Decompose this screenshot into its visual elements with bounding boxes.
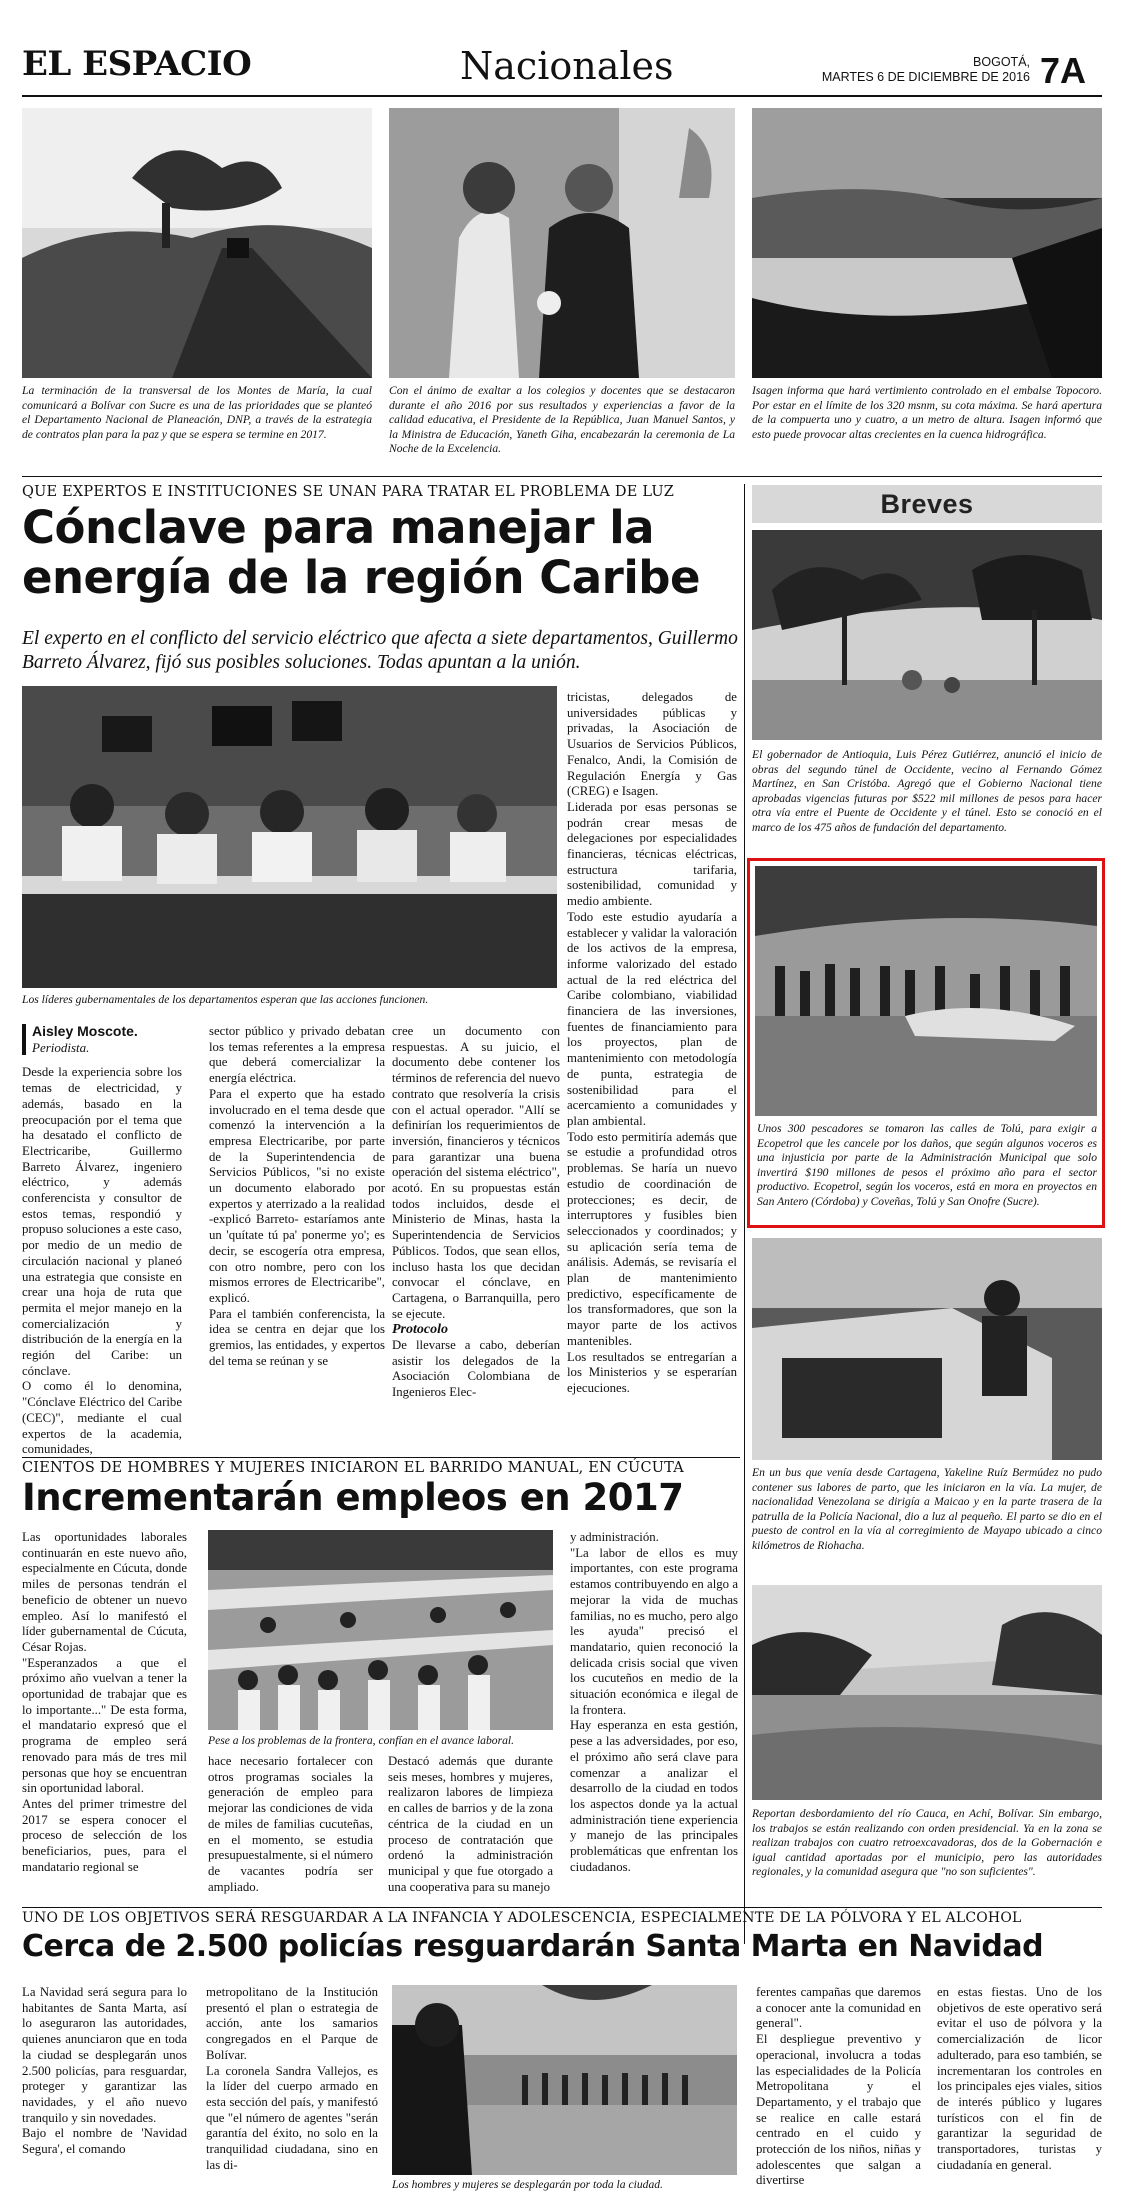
jobs-top-rule xyxy=(22,1457,740,1458)
jobs-col4-paragraph-3: Hay esperanza en esta gestión, pese a las adversidades, por eso, el próximo año será clave para comenzar a analizar el desarrollo de la ciudad en todos los aspectos donde ya la actual administración tiene experiencia y manejo de las principales problemáticas que enfrentan los ciudadanos. xyxy=(570,1718,738,1874)
jobs-col3-paragraph-1: Destacó además que durante seis meses, hombres y mujeres, realizaron labores de limpieza en calles de barrios y de la zona céntrica de la ciudad en un proceso de contratación que ordenó la administración municipal y que fue otorgado a una cooperativa para su manejo xyxy=(388,1754,553,1894)
road-caption: La terminación de la transversal de los Montes de María, la cual comunicará a Bolívar con Sucre es una de las prioridades que se planteó el Departamento Nacional de Planeación, DNP, a través de la estrategia de contratos plan para la paz y que se espera se termine en 2017. xyxy=(22,384,372,441)
lead-col4-paragraph-5: Los resultados se entregarían a los Ministerios y se esperarían ejecuciones. xyxy=(567,1349,737,1395)
lead-col4-paragraph-1: tricistas, delegados de universidades públicas y privadas, la Asociación de Usuarios de Servicios Públicos, Fenalco, Andi, la Comisión de Regulación Energía y Gas (CREG) e Isagen. xyxy=(567,690,737,799)
police-column-3 xyxy=(756,1985,921,2189)
fishermen-caption: Unos 300 pescadores se tomaron las calles de Tolú, para exigir a Ecopetrol que les cancele por los daños, que según algunos voceros es una injusticia por parte de la Administración Municipal que solo invertirá $190 millones de pesos el próximo año para el sector productivo. Ecopetrol, según los voceros, está en mora en proyectos en San Antero (Córdoba) y Coveñas, Tolú y San Onofre (Sucre). xyxy=(757,1122,1097,1208)
lead-col3-paragraph-2: De llevarse a cabo, deberían asistir los delegados de la Asociación Colombiana de Ingenieros Elec- xyxy=(392,1338,560,1400)
top-section-rule xyxy=(22,476,1102,477)
dam-photo-image xyxy=(752,108,1102,378)
lead-column-1 xyxy=(22,1024,182,1458)
breves-column-rule xyxy=(744,484,745,1944)
police-col4-paragraph-1: en estas fiestas. Uno de los objetivos de este operativo será evitar el uso de pólvora y la comercialización de licor adulterado, para eso también, se incrementaran los controles en los principales ejes viales, sitios de interés público y lugares turísticos con el fin de garantizar la seguridad de transportadores, turistas y ciudadanía en general. xyxy=(937,1985,1102,2172)
section-title: Nacionales xyxy=(460,44,674,88)
jobs-column-2 xyxy=(208,1754,373,1895)
leaders-caption: Los líderes gubernamentales de los departamentos esperan que las acciones funcionen. xyxy=(22,993,429,1006)
jobs-col1-paragraph-1: Las oportunidades laborales continuarán en este nuevo año, especialmente en Cúcuta, donde miles de personas tendrán el beneficio de obtener un nuevo empleo. Así lo manifestó el líder gubernamental de Cúcuta, César Rojas. xyxy=(22,1530,187,1654)
flood-caption: Reportan desbordamiento del río Cauca, en Achí, Bolívar. Sin embargo, los trabajos se están realizando con orden presidencial. Ya en la zona se realizan trabajos con cuatro retroexcavadoras, dos de la Gobernación e igual cantidad aportadas por el municipio, pero las autoridades regionales, y la comunidad asegura que "no son suficientes". xyxy=(752,1807,1102,1879)
lead-col4-paragraph-3: Todo este estudio ayudaría a establecer y validar la valoración de los activos de la empresa, informe valorizado del estado actual de la red eléctrica del Caribe colombiano, viabilidad financiera de las inversiones, fuentes de financiamiento para los proyectos, plan de mantenimiento con metodología de punta, estrategia de sostenibilidad para el acercamiento a comunidades y plan ambiental. xyxy=(567,909,737,1128)
police-formation-caption: Los hombres y mujeres se desplegarán por toda la ciudad. xyxy=(392,2178,663,2191)
lead-col1-paragraph-2: O como él lo denomina, "Cónclave Eléctrico del Caribe (CEC)", mediante el cual expertos de la academia, comunidades, xyxy=(22,1379,182,1457)
dam-caption: Isagen informa que hará vertimiento controlado en el embalse Topocoro. Por estar en el límite de los 320 msnm, su cota máxima. Se hará apertura de la compuerta uno y cuatro, a un metro de altura. Isagen informó que esto puede provocar altas crecientes en la cuenca hidrográfica. xyxy=(752,384,1102,441)
police-col1-paragraph-1: La Navidad será segura para lo habitantes de Santa Marta, así lo aseguraron las autoridades, quienes anunciaron que en toda la ciudad se desplegarán unos 2.500 policías, para resguardar, proteger y garantizar las navidades, y el año nuevo tranquilo y sin novedades. xyxy=(22,1985,187,2125)
police-col2-paragraph-2: La coronela Sandra Vallejos, es la líder del cuerpo armado en esta sección del país, y manifestó que "el número de agentes "serán garantía del éxito, no solo en la tranquilidad ciudadana, sino en las di- xyxy=(206,2063,378,2172)
police-col2-paragraph-1: metropolitano de la Institución presentó el plan o estrategia de acción, ante los samarios congregados en el Parque de Bolívar. xyxy=(206,1985,378,2062)
ceremony-caption: Con el ánimo de exaltar a los colegios y docentes que se destacaron durante el año 2016 por sus resultados y experiencias a favor de la calidad educativa, el Presidente de la República, Juan Manuel Santos, y la Ministra de Educación, Yaneth Giha, encabezarán la ceremonia de La Noche de la Excelencia. xyxy=(389,384,735,456)
lead-col2-paragraph-1: sector público y privado debatan los temas referentes a la empresa que deberá comercializar la energía eléctrica. xyxy=(209,1024,385,1086)
police-col3-paragraph-1: ferentes campañas que daremos a conocer ante la comunidad en general". xyxy=(756,1985,921,2031)
lead-col3-paragraph-1: cree un documento con respuestas. A su juicio, el documento debe contener los términos de referencia del nuevo contrato que resolvería la crisis con el actual operador. "Allí se definirían los requerimientos de inversión, financieros y técnicos para garantizar una buena operación del sistema eléctrico", acotó. En su propuestas están todos incluidos, desde el Ministerio de Minas, hasta la Superintendencia de Servicios Públicos. Todos, que sean ellos, incluso hasta los que decidan convocar el cónclave, en Cartagena, o Barranquilla, pero se ejecute. xyxy=(392,1024,560,1321)
workers-photo-image xyxy=(208,1530,553,1730)
lead-kicker: QUE EXPERTOS E INSTITUCIONES SE UNAN PARA TRATAR EL PROBLEMA DE LUZ xyxy=(22,484,675,500)
lead-col2-paragraph-3: Para el también conferencista, la idea se centra en dejar que los gremios, las entidades, y expertos del tema se reúnan y se xyxy=(209,1306,385,1368)
police-headline: Cerca de 2.500 policías resguardarán Santa Marta en Navidad xyxy=(22,1929,1044,1964)
police-formation-photo xyxy=(392,1985,737,2175)
jobs-col4-paragraph-1: y administración. xyxy=(570,1530,659,1544)
byline-role: Periodista. xyxy=(32,1039,90,1055)
ceremony-photo xyxy=(389,108,735,378)
leaders-photo xyxy=(22,686,557,988)
police-patrol-photo-image xyxy=(752,1238,1102,1460)
lead-headline-line-1: Cónclave para manejar la xyxy=(22,501,655,554)
lead-column-2 xyxy=(209,1024,385,1369)
jobs-column-3 xyxy=(388,1754,553,1895)
police-top-rule xyxy=(22,1907,1102,1908)
dateline xyxy=(780,55,1030,85)
road-photo xyxy=(22,108,372,378)
jobs-headline: Incrementarán empleos en 2017 xyxy=(22,1476,684,1519)
birth-caption: En un bus que venía desde Cartagena, Yakeline Ruíz Bermúdez no pudo contener sus labores de parto, que les iniciaron en la vía. La mujer, de nacionalidad Venezolana se dirigía a Maicao y en la parte trasera de la patrulla de la Policía Nacional, dio a luz al pequeño. El parto se dio en el puesto de control en la vía al corregimiento de Mayapo ubicado a cinco kilómetros de Riohacha. xyxy=(752,1466,1102,1552)
breves-header: Breves xyxy=(752,485,1102,523)
lead-headline-line-2: energía de la región Caribe xyxy=(22,551,701,605)
police-column-4 xyxy=(937,1985,1102,2173)
ceremony-photo-image xyxy=(389,108,735,378)
lead-col3-subhead: Protocolo xyxy=(392,1322,448,1338)
dam-photo xyxy=(752,108,1102,378)
police-kicker: UNO DE LOS OBJETIVOS SERÁ RESGUARDAR A LA INFANCIA Y ADOLESCENCIA, ESPECIALMENTE DE LA PÓLVORA Y EL ALCOHOL xyxy=(22,1910,1022,1926)
police-column-2 xyxy=(206,1985,378,2173)
jobs-col2-paragraph-1: hace necesario fortalecer con otros programas sociales la generación de empleo para mejorar las condiciones de vida de miles de familias cucuteñas, en el momento, se estudia presupuestalmente, si el número de vacantes podría ser ampliado. xyxy=(208,1754,373,1894)
fishermen-photo-image xyxy=(755,866,1097,1116)
dateline-city: BOGOTÁ, xyxy=(973,55,1030,69)
police-column-1 xyxy=(22,1985,187,2158)
police-col3-paragraph-2: El despliegue preventivo y operacional, involucra a todas las especialidades de la Policía Metropolitana y el Departamento, y el trabajo que se realice en calle estará centrado en el cuido y protección de los niños, niñas y adolescentes que salgan a divertirse xyxy=(756,2032,921,2188)
newspaper-logo: EL ESPACIO xyxy=(22,44,252,84)
byline-name: Aisley Moscote. xyxy=(32,1023,138,1039)
lead-byline xyxy=(22,1024,182,1055)
masthead-rule xyxy=(22,95,1102,97)
police-formation-photo-image xyxy=(392,1985,737,2175)
jobs-col1-paragraph-2: "Esperanzados a que el próximo año vuelvan a tener la oportunidad de trabajar que es lo importante..." De esta forma, el mandatario expresó que el programa de empleo será renovado para más de tres mil personas que hoy se encuentran sin oportunidad laboral. xyxy=(22,1655,187,1796)
road-photo-image xyxy=(22,108,372,378)
fishermen-photo xyxy=(755,866,1097,1116)
jobs-column-4 xyxy=(570,1530,738,1875)
jobs-kicker: CIENTOS DE HOMBRES Y MUJERES INICIARON EL BARRIDO MANUAL, EN CÚCUTA xyxy=(22,1460,684,1476)
flood-photo-image xyxy=(752,1585,1102,1800)
page-number: 7A xyxy=(1040,50,1087,91)
flood-photo xyxy=(752,1585,1102,1800)
dateline-date: MARTES 6 DE DICIEMBRE DE 2016 xyxy=(821,70,1030,84)
lead-headline xyxy=(22,503,752,604)
workers-photo xyxy=(208,1530,553,1730)
jobs-column-1 xyxy=(22,1530,187,1875)
police-col1-paragraph-2: Bajo el nombre de 'Navidad Segura', el comando xyxy=(22,2126,187,2157)
lead-col2-paragraph-2: Para el experto que ha estado involucrado en el tema desde que comenzó la intervención a la empresa Electricaribe, por parte de la Superintendencia de Servicios Públicos, "si no existe un documento elaborado por expertos y aterrizado a la realidad -explicó Barreto- estaríamos ante un 'quítate tú pa' ponerme yo'; es decir, se escogería otra empresa, con otro nombre, pero con los mismos errores de Electricaribe", explicó. xyxy=(209,1086,385,1305)
tunnel-photo xyxy=(752,530,1102,740)
lead-col4-paragraph-4: Todo esto permitiría además que se estudie a profundidad otros problemas. Se haría un nuevo estudio de coordinación de protecciones; es decir, de interruptores y fusibles bien seleccionados y coordinados; y su aplicación sería tema de análisis. Además, se revisaría el plan de mantenimiento predictivo, específicamente de los transformadores, que son la mayor parte de los activos mantenibles. xyxy=(567,1129,737,1348)
tunnel-photo-image xyxy=(752,530,1102,740)
workers-caption: Pese a los problemas de la frontera, confían en el avance laboral. xyxy=(208,1734,514,1747)
lead-column-3 xyxy=(392,1024,560,1401)
tunnel-caption: El gobernador de Antioquia, Luis Pérez Gutiérrez, anunció el inicio de obras del segundo túnel de Occidente, vecino al Fernando Gómez Martínez, en San Cristóba. Agregó que el Gobierno Nacional tiene aprobadas vigencias futuras por $522 mil millones de pesos para hacer otra vía entre el Puente de Occidente y el túnel. Esto se conoció en el marco de los 475 años de fundación del departamento. xyxy=(752,748,1102,834)
lead-col1-paragraph-1: Desde la experiencia sobre los temas de electricidad, y además, basado en la preocupación por el tema que ha desatado el conflicto de Electricaribe, Guillermo Barreto Álvarez, ingeniero eléctrico, y además conferencista y consultor de estos temas, respondió y propuso soluciones a este caso, por medio de un medio de circulación nacional y planeó una estrategia que consiste en crear una hoja de ruta que permita el mejor manejo en la comercialización y distribución de la energía en la región del Caribe: un cónclave. xyxy=(22,1065,182,1378)
lead-deck: El experto en el conflicto del servicio eléctrico que afecta a siete departamentos, Guillermo Barreto Álvarez, fijó sus posibles soluciones. Todas apuntan a la unión. xyxy=(22,628,738,673)
leaders-photo-image xyxy=(22,686,557,988)
lead-col4-paragraph-2: Liderada por esas personas se podrán crear mesas de delegaciones por especialidades financieras, técnicas eléctricas, estructura tarifaria, sostenibilidad, comunidad y medio ambiente. xyxy=(567,799,737,909)
jobs-col4-paragraph-2: "La labor de ellos es muy importantes, con este programa estamos contribuyendo en algo a mejorar la vida de muchas familias, no es mucho, pero algo les ayuda" precisó el mandatario, quien reconoció la delicada crisis social que viven los cucuteños en medio de la situación económica e ilegal de la frontera. xyxy=(570,1545,738,1717)
police-patrol-photo xyxy=(752,1238,1102,1460)
lead-column-4 xyxy=(567,690,737,1397)
jobs-col1-paragraph-3: Antes del primer trimestre del 2017 se espera conocer el proceso de selección de los beneficiarios, pues, para el mandatario regional se xyxy=(22,1796,187,1874)
